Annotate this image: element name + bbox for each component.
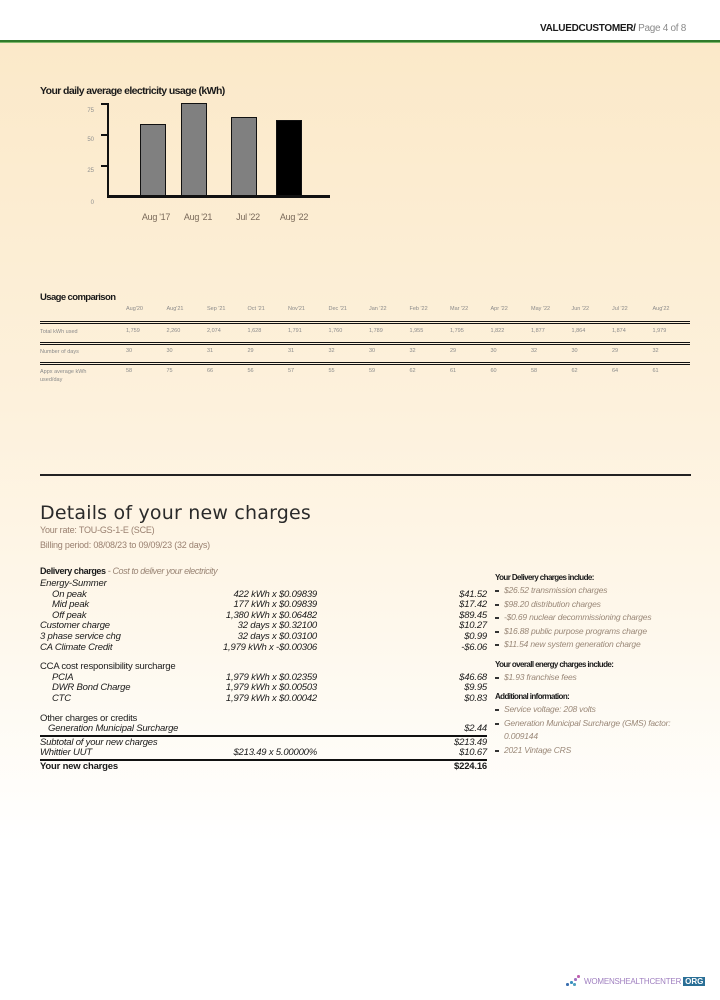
table-header-row bbox=[40, 306, 690, 320]
table-cell: 31 bbox=[207, 348, 214, 354]
subtotal-row: Subtotal of your new charges $213.49 bbox=[40, 736, 487, 748]
charge-row: Off peak 1,380 kWh x $0.06482 $89.45 bbox=[52, 609, 487, 621]
table-cell: 30 bbox=[490, 348, 497, 354]
page-number: Page 4 of 8 bbox=[638, 23, 686, 34]
table-cell: 32 bbox=[409, 348, 416, 354]
table-cell: 1,864 bbox=[571, 328, 586, 334]
table-cell: 29 bbox=[247, 348, 254, 354]
charge-row: CA Climate Credit 1,979 kWh x -$0.00306 -$6.06 bbox=[40, 641, 487, 653]
y-tick bbox=[101, 103, 108, 105]
charge-row: CTC 1,979 kWh x $0.00042 $0.83 bbox=[52, 692, 487, 704]
table-cell: 60 bbox=[490, 368, 497, 374]
month-header: Jan '22 bbox=[369, 306, 387, 312]
table-cell: 30 bbox=[126, 348, 133, 354]
billing-period: Billing period: 08/08/23 to 09/09/23 (32 days) bbox=[40, 540, 210, 550]
table-cell: 30 bbox=[369, 348, 376, 354]
side-item: $98.20 distribution charges bbox=[495, 598, 685, 612]
table-cell: 58 bbox=[126, 368, 133, 374]
charge-row: Customer charge 32 days x $0.32100 $10.27 bbox=[40, 620, 487, 632]
y-tick-label: 0 bbox=[90, 200, 94, 206]
side-item: Generation Municipal Surcharge (GMS) factor: 0.009144 bbox=[495, 717, 685, 744]
table-cell: 1,628 bbox=[247, 328, 262, 334]
table-cell: 1,789 bbox=[369, 328, 383, 334]
x-axis bbox=[107, 195, 330, 198]
side-item: $11.54 new system generation charge bbox=[495, 638, 685, 652]
table-cell: 64 bbox=[612, 368, 619, 374]
x-label: Aug '21 bbox=[183, 212, 213, 222]
table-cell: 29 bbox=[450, 348, 457, 354]
rate-line: Your rate: TOU-GS-1-E (SCE) bbox=[40, 525, 155, 535]
table-cell: 29 bbox=[612, 348, 619, 354]
x-label: Aug '22 bbox=[279, 212, 309, 222]
y-tick bbox=[101, 165, 108, 167]
month-header: Sep '21 bbox=[207, 306, 226, 312]
logo-org-badge: ORG bbox=[685, 976, 704, 986]
table-cell: 1,759 bbox=[126, 328, 140, 334]
month-header: Apr '22 bbox=[490, 306, 508, 312]
y-tick-label: 50 bbox=[87, 137, 94, 143]
table-cell: 1,760 bbox=[328, 328, 343, 334]
month-header: Jun '22 bbox=[571, 306, 590, 312]
month-header: Aug'20 bbox=[126, 306, 143, 312]
table-cell: 1,795 bbox=[450, 328, 464, 334]
table-divider bbox=[40, 342, 690, 345]
energy-includes-heading: Your overall energy charges include: bbox=[495, 659, 614, 669]
table-cell: 30 bbox=[571, 348, 578, 354]
row-label: Total kWh used bbox=[40, 329, 78, 335]
logo-dots-icon bbox=[566, 975, 582, 987]
delivery-charges-header: Delivery charges - Cost to deliver your electricity bbox=[40, 566, 218, 576]
bar-aug-17 bbox=[140, 124, 166, 196]
month-header: Nov'21 bbox=[288, 306, 305, 312]
row-label: Appx average kWh used/day bbox=[40, 369, 87, 383]
side-item: -$0.69 nuclear decommissioning charges bbox=[495, 611, 685, 625]
y-tick-label: 75 bbox=[87, 108, 94, 114]
side-item: $16.88 public purpose programs charge bbox=[495, 625, 685, 639]
chart-title: Your daily average electricity usage (kWh) bbox=[40, 85, 225, 97]
side-item: Service voltage: 208 volts bbox=[495, 703, 685, 717]
details-title: Details of your new charges bbox=[40, 502, 311, 524]
page-header bbox=[0, 0, 720, 43]
table-cell: 57 bbox=[288, 368, 295, 374]
charge-row: PCIA 1,979 kWh x $0.02359 $46.68 bbox=[52, 671, 487, 683]
charge-row: DWR Bond Charge 1,979 kWh x $0.00503 $9.95 bbox=[52, 682, 487, 694]
section-divider bbox=[40, 474, 691, 476]
table-divider bbox=[40, 321, 690, 324]
table-cell: 56 bbox=[247, 368, 254, 374]
month-header: Dec '21 bbox=[328, 306, 347, 312]
footer-logo bbox=[566, 975, 705, 987]
usage-bar-chart bbox=[70, 100, 330, 230]
table-cell: 59 bbox=[369, 368, 376, 374]
side-item: $26.52 transmission charges bbox=[495, 584, 685, 598]
x-label: Jul '22 bbox=[236, 212, 260, 222]
table-cell: 32 bbox=[328, 348, 335, 354]
month-header: May '22 bbox=[531, 306, 551, 312]
bar-aug-22 bbox=[276, 120, 302, 196]
month-header: Aug'22 bbox=[652, 306, 670, 312]
table-cell: 62 bbox=[409, 368, 416, 374]
bar-jul-22 bbox=[231, 117, 257, 196]
table-cell: 1,874 bbox=[612, 328, 626, 334]
table-cell: 1,955 bbox=[409, 328, 424, 334]
table-cell: 61 bbox=[652, 368, 659, 374]
table-cell: 1,822 bbox=[490, 328, 505, 334]
month-header: Mar '22 bbox=[450, 306, 469, 312]
table-row bbox=[40, 328, 690, 348]
charges-side-notes bbox=[495, 573, 685, 765]
side-item: 2021 Vintage CRS bbox=[495, 744, 685, 758]
customer-name: VALUEDCUSTOMER bbox=[539, 23, 634, 34]
table-cell: 2,074 bbox=[207, 328, 221, 334]
month-header: Aug'21 bbox=[166, 306, 184, 312]
usage-comparison-title: Usage comparison bbox=[40, 292, 116, 303]
table-cell: 30 bbox=[166, 348, 173, 354]
header-rule bbox=[0, 40, 720, 43]
y-axis bbox=[107, 103, 109, 197]
row-label: Number of days bbox=[40, 349, 79, 355]
total-row: Your new charges $224.16 bbox=[40, 760, 487, 772]
month-header: Feb '22 bbox=[409, 306, 428, 312]
table-cell: 62 bbox=[571, 368, 578, 374]
charge-row: 3 phase service chg 32 days x $0.03100 $0.99 bbox=[40, 630, 487, 642]
y-tick-label: 25 bbox=[87, 168, 94, 174]
cca-header: CCA cost responsibility surcharge bbox=[40, 661, 176, 673]
table-cell: 1,791 bbox=[288, 328, 302, 334]
delivery-includes-heading: Your Delivery charges include: bbox=[495, 573, 594, 582]
table-cell: 58 bbox=[531, 368, 538, 374]
table-cell: 31 bbox=[288, 348, 295, 354]
table-cell: 32 bbox=[652, 348, 659, 354]
other-charges-header: Other charges or credits bbox=[40, 712, 138, 724]
table-row bbox=[40, 368, 690, 388]
charge-row: Generation Municipal Surcharge $2.44 bbox=[48, 723, 487, 735]
table-cell: 1,979 bbox=[652, 328, 667, 334]
table-cell: 2,260 bbox=[166, 328, 181, 334]
additional-info-heading: Additional information: bbox=[495, 692, 570, 701]
month-header: Oct '21 bbox=[247, 306, 265, 312]
table-row bbox=[40, 348, 690, 368]
side-item: $1.93 franchise fees bbox=[495, 671, 685, 685]
table-cell: 32 bbox=[531, 348, 538, 354]
logo-text: WOMENSHEALTHCENTER bbox=[584, 976, 682, 986]
table-cell: 61 bbox=[450, 368, 457, 374]
table-cell: 1,877 bbox=[531, 328, 545, 334]
usage-comparison-table bbox=[40, 306, 690, 383]
y-tick bbox=[101, 134, 108, 136]
table-cell: 55 bbox=[328, 368, 335, 374]
bar-aug-21 bbox=[181, 103, 207, 196]
energy-summer-label: Energy-Summer bbox=[40, 578, 107, 589]
charge-row: On peak 422 kWh x $0.09839 $41.52 bbox=[52, 588, 487, 600]
page-indicator: VALUEDCUSTOMER/ Page 4 of 8 bbox=[539, 23, 686, 34]
charges-list bbox=[40, 579, 487, 773]
x-label: Aug '17 bbox=[141, 212, 171, 222]
table-divider bbox=[40, 362, 690, 365]
table-cell: 75 bbox=[166, 368, 173, 374]
uut-row: Whittier UUT $213.49 x 5.00000% $10.67 bbox=[40, 747, 487, 759]
charge-row: Mid peak 177 kWh x $0.09839 $17.42 bbox=[52, 599, 487, 611]
month-header: Jul '22 bbox=[612, 306, 628, 312]
table-cell: 66 bbox=[207, 368, 214, 374]
